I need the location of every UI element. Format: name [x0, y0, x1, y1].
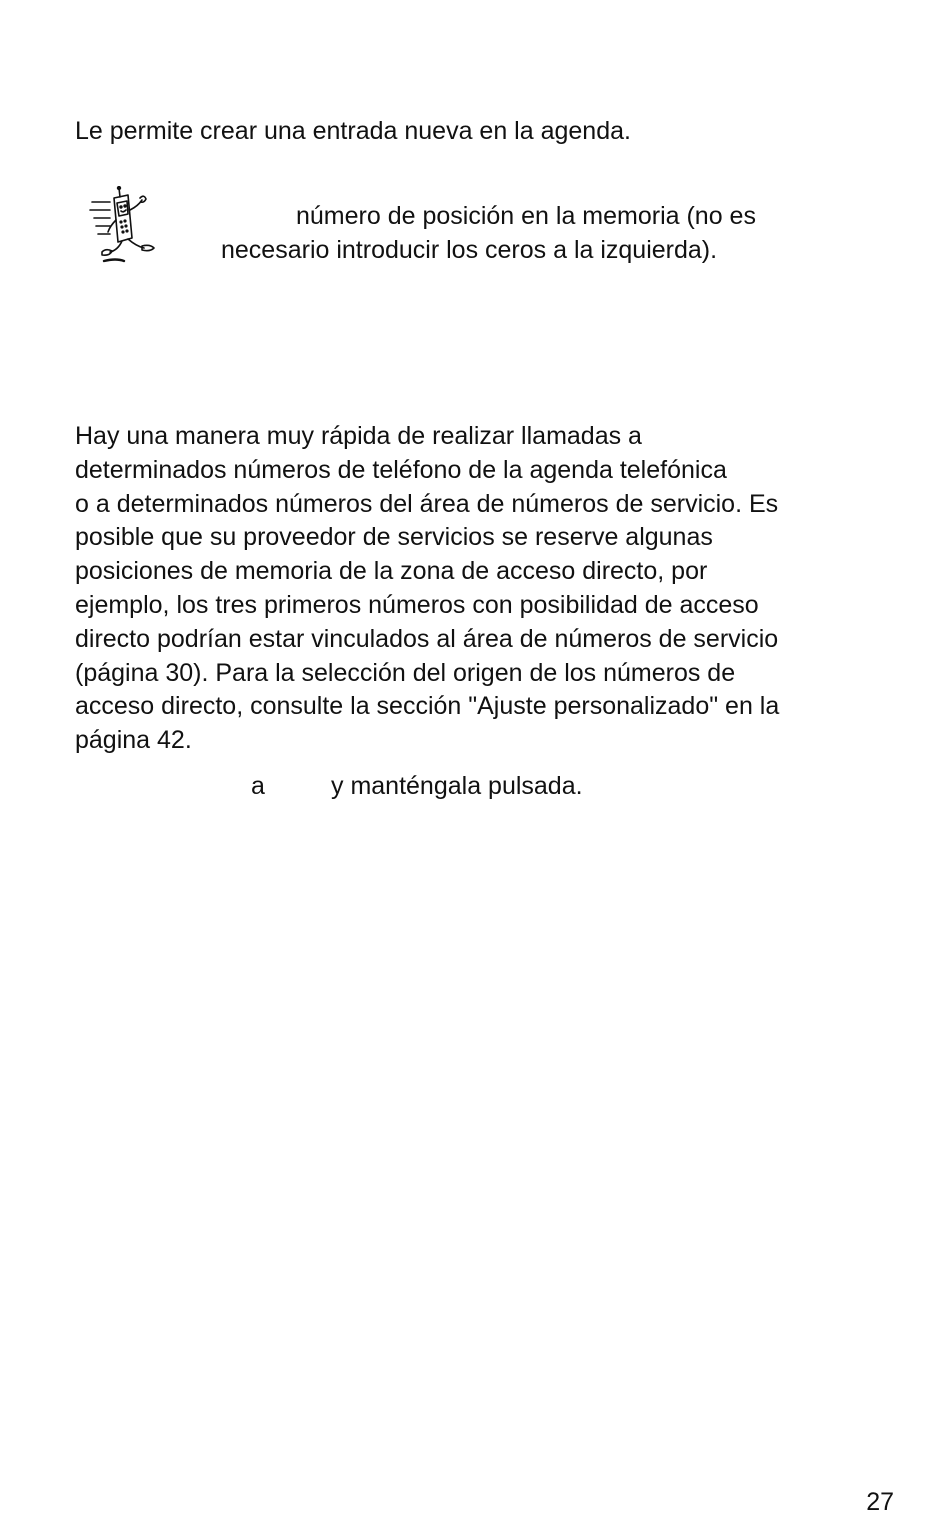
step-text-hold: y manténgala pulsada.	[331, 772, 583, 800]
paragraph-line: posible que su proveedor de servicios se reserve algunas	[75, 523, 713, 552]
paragraph-line: directo podrían estar vinculados al área de números de servicio	[75, 624, 779, 653]
running-phone-mascot-icon	[88, 186, 162, 266]
paragraph-line: posiciones de memoria de la zona de acceso directo, por	[75, 557, 708, 586]
paragraph-line: página 42.	[75, 726, 192, 755]
paragraph-line: determinados números de teléfono de la agenda telefónica	[75, 455, 727, 484]
tip-text-line-1: número de posición en la memoria (no es	[296, 202, 756, 230]
paragraph-line: ejemplo, los tres primeros números con posibilidad de acceso	[75, 590, 759, 619]
paragraph-line: Hay una manera muy rápida de realizar llamadas a	[75, 422, 642, 450]
tip-text-line-2: necesario introducir los ceros a la izquierda).	[221, 236, 718, 264]
paragraph-line: acceso directo, consulte la sección "Ajuste personalizado" en la	[75, 692, 780, 721]
intro-text: Le permite crear una entrada nueva en la agenda.	[75, 117, 631, 145]
page-number: 27	[866, 1488, 894, 1516]
speed-dial-paragraph	[75, 420, 915, 758]
step-text-a: a	[251, 772, 265, 800]
paragraph-line: o a determinados números del área de números de servicio. Es	[75, 489, 779, 518]
paragraph-line: (página 30). Para la selección del origen de los números de	[75, 658, 736, 687]
